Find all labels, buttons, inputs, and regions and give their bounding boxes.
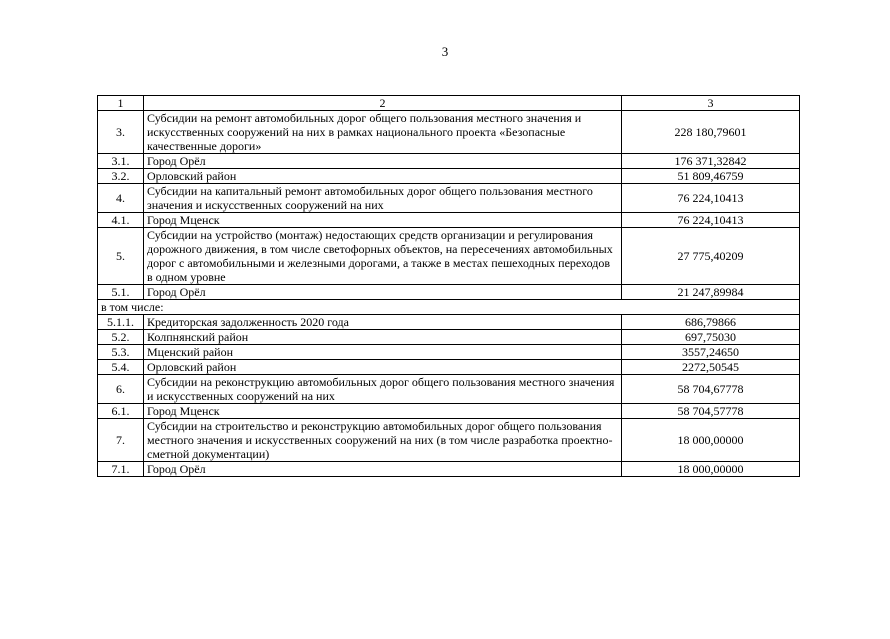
row-value-cell: 58 704,57778 bbox=[622, 404, 800, 419]
row-name-cell: Субсидии на строительство и реконструкцию автомобильных дорог общего пользования местного значения и искусственных сооружений на них (в том числе разработка проектно-сметной документации) bbox=[144, 419, 622, 462]
row-name-cell: Орловский район bbox=[144, 169, 622, 184]
page-number: 3 bbox=[441, 44, 449, 59]
row-value-cell: 58 704,67778 bbox=[622, 375, 800, 404]
row-name-cell: Субсидии на ремонт автомобильных дорог общего пользования местного значения и искусственных сооружений на них в рамках национального проекта «Безопасные качественные дороги» bbox=[144, 111, 622, 154]
subsidy-table bbox=[97, 95, 800, 477]
row-value-cell: 18 000,00000 bbox=[622, 462, 800, 477]
row-number-cell: 3. bbox=[98, 111, 144, 154]
row-number-cell: 6. bbox=[98, 375, 144, 404]
row-name-cell: Мценский район bbox=[144, 345, 622, 360]
row-name-cell: Колпнянский район bbox=[144, 330, 622, 345]
row-name-cell: Кредиторская задолженность 2020 года bbox=[144, 315, 622, 330]
row-number-cell: 5.4. bbox=[98, 360, 144, 375]
row-number-cell: 3.1. bbox=[98, 154, 144, 169]
table-row bbox=[98, 315, 800, 330]
row-number-cell: 7.1. bbox=[98, 462, 144, 477]
table-row bbox=[98, 285, 800, 300]
table-subheading-row bbox=[98, 300, 800, 315]
row-value-cell: 18 000,00000 bbox=[622, 419, 800, 462]
table-row bbox=[98, 154, 800, 169]
header-cell-number: 1 bbox=[98, 96, 144, 111]
row-name-cell: Субсидии на реконструкцию автомобильных дорог общего пользования местного значения и искусственных сооружений на них bbox=[144, 375, 622, 404]
row-number-cell: 5.1.1. bbox=[98, 315, 144, 330]
row-name-cell: Орловский район bbox=[144, 360, 622, 375]
row-number-cell: 5. bbox=[98, 228, 144, 285]
table-row bbox=[98, 213, 800, 228]
table-row bbox=[98, 184, 800, 213]
row-number-cell: 5.3. bbox=[98, 345, 144, 360]
row-value-cell: 697,75030 bbox=[622, 330, 800, 345]
row-value-cell: 21 247,89984 bbox=[622, 285, 800, 300]
row-number-cell: 3.2. bbox=[98, 169, 144, 184]
row-value-cell: 176 371,32842 bbox=[622, 154, 800, 169]
table-header-row bbox=[98, 96, 800, 111]
row-number-cell: 5.2. bbox=[98, 330, 144, 345]
row-number-cell: 4.1. bbox=[98, 213, 144, 228]
row-number-cell: 7. bbox=[98, 419, 144, 462]
row-value-cell: 228 180,79601 bbox=[622, 111, 800, 154]
row-name-cell: Субсидии на капитальный ремонт автомобильных дорог общего пользования местного значения и искусственных сооружений на них bbox=[144, 184, 622, 213]
row-number-cell: 5.1. bbox=[98, 285, 144, 300]
subsidy-table-body bbox=[98, 96, 800, 477]
table-row bbox=[98, 404, 800, 419]
row-name-cell: Город Орёл bbox=[144, 285, 622, 300]
row-number-cell: 6.1. bbox=[98, 404, 144, 419]
row-name-cell: Город Орёл bbox=[144, 462, 622, 477]
row-name-cell: Субсидии на устройство (монтаж) недостающих средств организации и регулирования дорожного движения, в том числе светофорных объектов, на пересечениях автомобильных дорог с автомобильными и железными дорогами, а также в местах пешеходных переходов в одном уровне bbox=[144, 228, 622, 285]
row-value-cell: 686,79866 bbox=[622, 315, 800, 330]
row-value-cell: 2272,50545 bbox=[622, 360, 800, 375]
table-row bbox=[98, 375, 800, 404]
table-row bbox=[98, 360, 800, 375]
table-row bbox=[98, 169, 800, 184]
table-row bbox=[98, 345, 800, 360]
row-value-cell: 76 224,10413 bbox=[622, 213, 800, 228]
row-name-cell: Город Мценск bbox=[144, 213, 622, 228]
table-row bbox=[98, 330, 800, 345]
row-value-cell: 27 775,40209 bbox=[622, 228, 800, 285]
header-cell-name: 2 bbox=[144, 96, 622, 111]
header-cell-value: 3 bbox=[622, 96, 800, 111]
table-row bbox=[98, 419, 800, 462]
subheading-cell: в том числе: bbox=[98, 300, 800, 315]
table-row bbox=[98, 462, 800, 477]
row-name-cell: Город Мценск bbox=[144, 404, 622, 419]
row-number-cell: 4. bbox=[98, 184, 144, 213]
row-value-cell: 3557,24650 bbox=[622, 345, 800, 360]
row-name-cell: Город Орёл bbox=[144, 154, 622, 169]
table-row bbox=[98, 111, 800, 154]
row-value-cell: 51 809,46759 bbox=[622, 169, 800, 184]
table-row bbox=[98, 228, 800, 285]
row-value-cell: 76 224,10413 bbox=[622, 184, 800, 213]
